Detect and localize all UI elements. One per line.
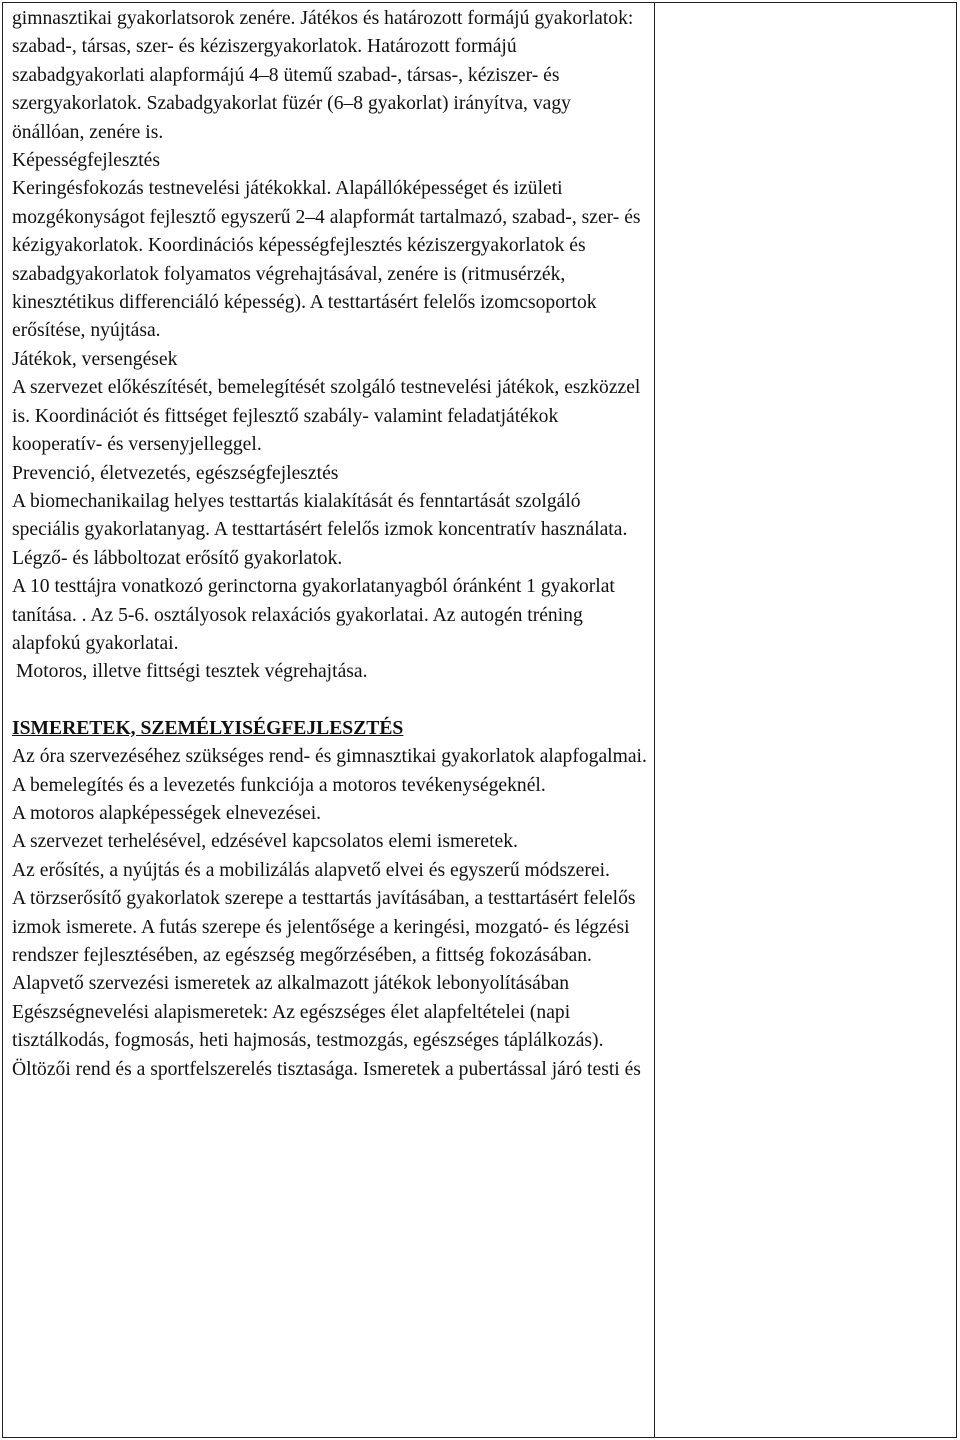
subheading-skill-development: Képességfejlesztés (12, 150, 160, 172)
paragraph-warmup: A bemelegítés és a levezetés funkciója a motoros tevékenységeknél. (12, 774, 546, 796)
paragraph-spine-exercises: A 10 testtájra vonatkozó gerinctorna gyakorlatanyagból óránként 1 gyakorlat tanítása. . Az 5-6. osztályosok relaxációs gyakorlatai. Az autogén tréning alapfokú gyakorlatai. (12, 576, 615, 654)
paragraph-fitness-tests: Motoros, illetve fittségi tesztek végrehajtása. (16, 661, 368, 683)
paragraph-posture: A biomechanikailag helyes testtartás kialakítását és fenntartását szolgáló speciális gyakorlatanyag. A testtartásért felelős izmok koncentratív használata. Légző- és lábboltozat erősítő gyakorlatok. (12, 490, 628, 569)
subheading-prevention: Prevenció, életvezetés, egészségfejlesztés (12, 462, 339, 484)
paragraph-games-competitions: A szervezet előkészítését, bemelegítését szolgáló testnevelési játékok, eszközzel is. Koordinációt és fittséget fejlesztő szabály- valamint feladatjátékok kooperatív- és versenyjelleggel. (12, 377, 641, 456)
paragraph-organisation: Az óra szervezéséhez szükséges rend- és gimnasztikai gyakorlatok alapfogalmai. (12, 746, 647, 768)
content-cell (3, 3, 655, 1438)
section-heading: ISMERETEK, SZEMÉLYISÉGFEJLESZTÉS (12, 717, 404, 739)
spacer (12, 687, 648, 715)
table-row (3, 3, 957, 1438)
paragraph-game-organisation: Alapvető szervezési ismeretek az alkalmazott játékok lebonyolításában (12, 973, 570, 995)
paragraph-skill-development: Keringésfokozás testnevelési játékokkal. Alapállóképességet és izületi mozgékonyságot fejlesztő egyszerű 2–4 alapformát tartalmazó, szabad-, szer- és kézigyakorlatok. Koordinációs képességfejlesztés kéziszergyakorlatok és szabadgyakorlatok folyamatos végrehajtásával, zenére is (ritmusérzék, kinesztétikus differenciáló képesség). A testtartásért felelős izomcsoportok erősítése, nyújtása. (12, 178, 641, 342)
paragraph-exercise-forms: gimnasztikai gyakorlatsorok zenére. Játékos és határozott formájú gyakorlatok: szabad-, társas, szer- és kéziszergyakorlatok. Határozott formájú szabadgyakorlati alapformájú 4–8 ütemű szabad-, társas-, kéziszer- és szergyakorlatok. Szabadgyakorlat füzér (6–8 gyakorlat) irányítva, vagy önállóan, zenére is. (12, 8, 634, 143)
curriculum-table (2, 2, 957, 1438)
paragraph-core-exercises: A törzserősítő gyakorlatok szerepe a testtartás javításában, a testtartásért felelős izmok ismerete. A futás szerepe és jelentősége a keringési, mozgató- és légzési rendszer fejlesztésében, az egészség megőrzésében, a fittség fokozásában. (12, 888, 636, 966)
paragraph-strengthening: Az erősítés, a nyújtás és a mobilizálás alapvető elvei és egyszerű módszerei. (12, 859, 610, 881)
paragraph-motor-skills: A motoros alapképességek elnevezései. (12, 802, 322, 824)
content-column (3, 3, 654, 1084)
paragraph-load: A szervezet terhelésével, edzésével kapcsolatos elemi ismeretek. (12, 831, 518, 853)
paragraph-health-education: Egészségnevelési alapismeretek: Az egészséges élet alapfeltételei (napi tisztálkodás, fogmosás, heti hajmosás, testmozgás, egészséges táplálkozás). Öltözői rend és a sportfelszerelés tisztasága. Ismeretek a pubertással járó testi és (12, 1001, 641, 1080)
subheading-games-competitions: Játékok, versengések (12, 348, 178, 370)
empty-cell (655, 3, 957, 1438)
